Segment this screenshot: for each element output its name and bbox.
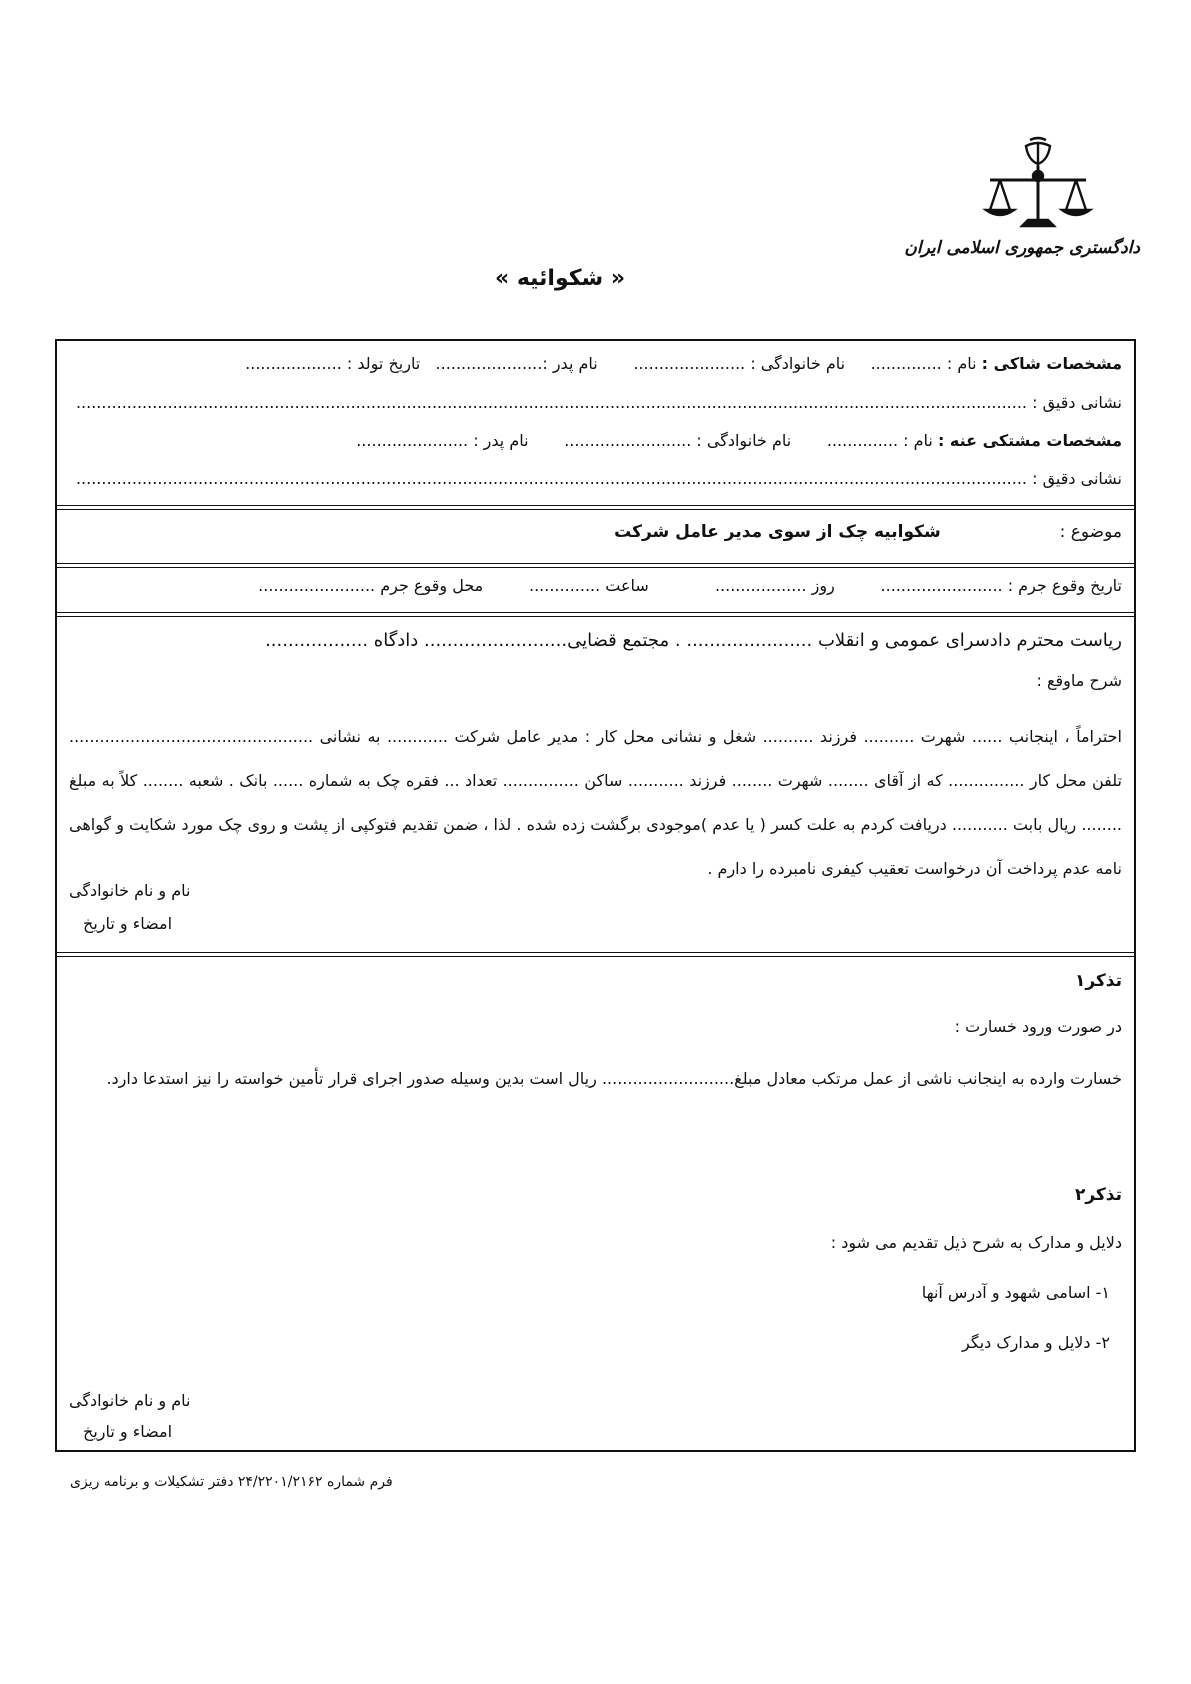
subject-value: شکوابیه چک از سوی مدیر عامل شرکت (614, 522, 941, 542)
note1-title: تذکر۱ (1074, 971, 1122, 991)
note2-item: ۲- دلایل و مدارک دیگر (962, 1333, 1110, 1352)
divider (57, 563, 1134, 568)
signature1-sign: امضاء و تاریخ (83, 914, 173, 933)
description-label-row (57, 668, 1134, 694)
complainant-row (57, 351, 1134, 377)
complainant-heading: مشخصات شاکی : (981, 354, 1122, 373)
crime-date-field[interactable]: تاریخ وقوع جرم : ........................ (880, 576, 1122, 595)
complaint-form (55, 339, 1136, 1452)
signature2-block (57, 1391, 1134, 1441)
subject-label: موضوع : (1059, 522, 1122, 542)
signature2-name: نام و نام خانوادگی (69, 1391, 191, 1410)
complainant-father-field[interactable]: نام پدر :..................... (435, 354, 598, 373)
page-title: « شکوائیه » (494, 266, 626, 291)
divider (57, 612, 1134, 617)
body-paragraph: احتراماً ، اینجانب ...... شهرت .......... فرزند .......... شغل و نشانی محل کار : مدیر عامل شرکت ............ به نشانی ................................................ تلفن محل کار ............... که از آقای ........ شهرت ........ فرزند ........... ساکن ............... تعداد ... فقره چک به شماره ...... بانک . شعبه ........ کلاً به مبلغ ........ ریال بابت ........... دریافت کردم به علت کسر ( یا عدم )موجودی برگشت زده شده . لذا ، ضمن تقدیم فتوکپی از پشت و روی چک مورد شکایت و گواهی نامه عدم پرداخت آن درخواست تعقیب کیفری نامبرده را دارم . (69, 727, 1122, 878)
signature1-block (57, 881, 1134, 933)
defendant-heading: مشخصات مشتکی عنه : (937, 431, 1122, 450)
note2-title: تذکر۲ (1074, 1185, 1122, 1205)
defendant-row (57, 428, 1134, 454)
scales-of-justice-icon (978, 136, 1098, 232)
complainant-address-field[interactable]: نشانی دقیق : ........................................................................................................................................................................................... (75, 393, 1122, 412)
signature1-name: نام و نام خانوادگی (69, 881, 191, 900)
complainant-name-field[interactable]: نام : .............. (870, 354, 977, 373)
signature2-sign: امضاء و تاریخ (83, 1422, 173, 1441)
emblem-caption: دادگستری جمهوری اسلامی ایران (904, 238, 1140, 258)
defendant-address-field[interactable]: نشانی دقیق : ........................................................................................................................................................................................... (75, 469, 1122, 488)
note1-block (57, 968, 1134, 1104)
complainant-family-field[interactable]: نام خانوادگی : ...................... (633, 354, 846, 373)
note1-intro: در صورت ورود خسارت : (954, 1017, 1122, 1036)
court-address[interactable]: ریاست محترم دادسرای عمومی و انقلاب ...................... . مجتمع قضایی......................... دادگاه .................. (265, 630, 1122, 651)
crime-row (57, 573, 1134, 599)
note1-text: خسارت وارده به اینجانب ناشی از عمل مرتکب معادل مبلغ.......................... ریال است بدین وسیله صدور اجرای قرار تأمین خواسته را نیز استدعا دارد. (106, 1069, 1122, 1088)
form-number-footer: فرم شماره ۲۴/۲۲۰۱/۲۱۶۲ دفتر تشکیلات و برنامه ریزی (70, 1474, 393, 1490)
note2-block (57, 1182, 1134, 1356)
judiciary-emblem (904, 136, 1140, 258)
divider (57, 952, 1134, 957)
note2-intro: دلایل و مدارک به شرح ذیل تقدیم می شود : (830, 1233, 1122, 1252)
note2-item: ۱- اسامی شهود و آدرس آنها (921, 1283, 1110, 1302)
defendant-name-field[interactable]: نام : .............. (826, 431, 933, 450)
description-label: شرح ماوقع : (1036, 671, 1122, 690)
crime-place-field[interactable]: محل وقوع جرم ....................... (258, 576, 484, 595)
complainant-address-row (57, 390, 1134, 416)
crime-time-field[interactable]: ساعت .............. (529, 576, 649, 595)
crime-day-field[interactable]: روز .................. (714, 576, 835, 595)
body-paragraph-row (57, 715, 1134, 891)
defendant-address-row (57, 466, 1134, 492)
divider (57, 505, 1134, 510)
subject-row (57, 519, 1134, 545)
court-address-row (57, 626, 1134, 656)
defendant-family-field[interactable]: نام خانوادگی : ......................... (564, 431, 792, 450)
defendant-father-field[interactable]: نام پدر : ...................... (356, 431, 529, 450)
complainant-birth-field[interactable]: تاریخ تولد : ................... (245, 354, 421, 373)
